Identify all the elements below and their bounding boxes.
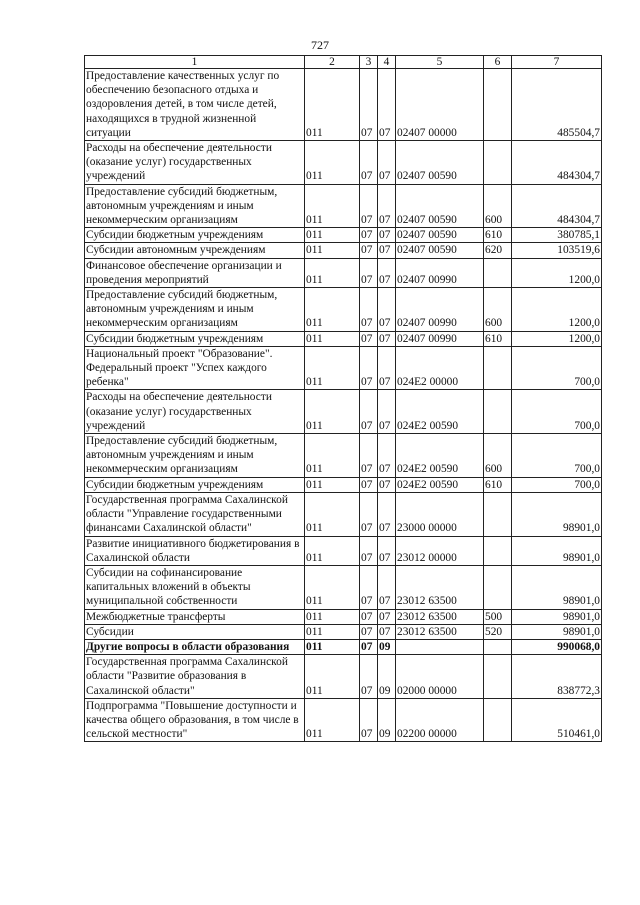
row-amount-cell: 510461,0: [512, 698, 602, 742]
row-name-cell: Другие вопросы в области образования: [85, 639, 305, 654]
page-number: 727: [311, 38, 329, 52]
row-name-cell: Предоставление качественных услуг по обеспечению безопасного отдыха и оздоровления детей, в том числе детей, находящихся в трудной жизненной ситуации: [85, 69, 305, 141]
row-name-cell: Расходы на обеспечение деятельности (оказание услуг) государственных учреждений: [85, 390, 305, 434]
table-row: [85, 492, 602, 536]
row-amount-cell: 484304,7: [512, 184, 602, 228]
table-row: [85, 243, 602, 258]
row-amount-cell: 700,0: [512, 346, 602, 390]
row-amount-cell: 838772,3: [512, 655, 602, 699]
row-subsection-cell: 07: [378, 390, 396, 434]
row-name-cell: Предоставление субсидий бюджетным, автономным учреждениям и иным некоммерческим организациям: [85, 288, 305, 332]
row-target-article-cell: 024E2 00000: [396, 346, 484, 390]
row-subsection-cell: 07: [378, 609, 396, 624]
row-target-article-cell: 02407 00990: [396, 258, 484, 287]
row-name-cell: Субсидии бюджетным учреждениям: [85, 477, 305, 492]
row-section-cell: 07: [360, 492, 378, 536]
row-target-article-cell: 23012 63500: [396, 624, 484, 639]
row-expense-type-cell: 600: [484, 288, 512, 332]
row-expense-type-cell: [484, 258, 512, 287]
row-code-cell: 011: [305, 434, 360, 478]
row-expense-type-cell: [484, 141, 512, 185]
row-amount-cell: 103519,6: [512, 243, 602, 258]
row-expense-type-cell: 620: [484, 243, 512, 258]
row-expense-type-cell: [484, 390, 512, 434]
row-subsection-cell: 09: [378, 655, 396, 699]
row-target-article-cell: 23000 00000: [396, 492, 484, 536]
row-amount-cell: 98901,0: [512, 609, 602, 624]
row-target-article-cell: 02407 00000: [396, 69, 484, 141]
row-expense-type-cell: 500: [484, 609, 512, 624]
row-section-cell: 07: [360, 69, 378, 141]
row-name-cell: Государственная программа Сахалинской области "Управление государственными финансами Сахалинской области": [85, 492, 305, 536]
row-section-cell: 07: [360, 346, 378, 390]
table-row: [85, 184, 602, 228]
table-row: [85, 141, 602, 185]
row-code-cell: 011: [305, 346, 360, 390]
row-name-cell: Субсидии бюджетным учреждениям: [85, 331, 305, 346]
row-target-article-cell: 02407 00590: [396, 184, 484, 228]
header-cell: 4: [378, 56, 396, 69]
row-target-article-cell: 024E2 00590: [396, 390, 484, 434]
row-expense-type-cell: [484, 639, 512, 654]
row-code-cell: 011: [305, 390, 360, 434]
row-subsection-cell: 07: [378, 346, 396, 390]
table-row: [85, 609, 602, 624]
table-row: [85, 346, 602, 390]
table-row: [85, 258, 602, 287]
row-code-cell: 011: [305, 536, 360, 565]
row-code-cell: 011: [305, 624, 360, 639]
row-section-cell: 07: [360, 536, 378, 565]
table-body: [85, 69, 602, 742]
row-target-article-cell: 024E2 00590: [396, 477, 484, 492]
row-code-cell: 011: [305, 655, 360, 699]
row-expense-type-cell: 600: [484, 184, 512, 228]
row-section-cell: 07: [360, 141, 378, 185]
row-code-cell: 011: [305, 609, 360, 624]
header-cell: 7: [512, 56, 602, 69]
row-expense-type-cell: [484, 655, 512, 699]
row-name-cell: Развитие инициативного бюджетирования в Сахалинской области: [85, 536, 305, 565]
row-expense-type-cell: 520: [484, 624, 512, 639]
row-section-cell: 07: [360, 698, 378, 742]
row-section-cell: 07: [360, 609, 378, 624]
header-cell: 5: [396, 56, 484, 69]
table-row: [85, 228, 602, 243]
row-subsection-cell: 09: [378, 639, 396, 654]
row-code-cell: 011: [305, 565, 360, 609]
row-name-cell: Субсидии автономным учреждениям: [85, 243, 305, 258]
row-subsection-cell: 07: [378, 228, 396, 243]
table-row: [85, 390, 602, 434]
header-cell: 1: [85, 56, 305, 69]
row-code-cell: 011: [305, 698, 360, 742]
row-section-cell: 07: [360, 331, 378, 346]
row-expense-type-cell: 600: [484, 434, 512, 478]
row-section-cell: 07: [360, 639, 378, 654]
row-subsection-cell: 07: [378, 184, 396, 228]
row-section-cell: 07: [360, 258, 378, 287]
row-amount-cell: 484304,7: [512, 141, 602, 185]
row-code-cell: 011: [305, 69, 360, 141]
row-code-cell: 011: [305, 141, 360, 185]
table-row: [85, 698, 602, 742]
row-target-article-cell: 024E2 00590: [396, 434, 484, 478]
row-subsection-cell: 07: [378, 477, 396, 492]
row-code-cell: 011: [305, 492, 360, 536]
row-section-cell: 07: [360, 624, 378, 639]
row-subsection-cell: 07: [378, 288, 396, 332]
row-name-cell: Расходы на обеспечение деятельности (оказание услуг) государственных учреждений: [85, 141, 305, 185]
table-row: [85, 565, 602, 609]
budget-table: [84, 55, 602, 742]
row-code-cell: 011: [305, 331, 360, 346]
row-subsection-cell: 07: [378, 434, 396, 478]
header-row: [85, 56, 602, 69]
row-code-cell: 011: [305, 639, 360, 654]
row-name-cell: Предоставление субсидий бюджетным, автономным учреждениям и иным некоммерческим организациям: [85, 434, 305, 478]
row-target-article-cell: [396, 639, 484, 654]
row-expense-type-cell: [484, 69, 512, 141]
row-name-cell: Межбюджетные трансферты: [85, 609, 305, 624]
row-amount-cell: 485504,7: [512, 69, 602, 141]
row-subsection-cell: 07: [378, 141, 396, 185]
row-expense-type-cell: 610: [484, 331, 512, 346]
row-amount-cell: 98901,0: [512, 565, 602, 609]
row-amount-cell: 1200,0: [512, 331, 602, 346]
table-row: [85, 331, 602, 346]
row-name-cell: Подпрограмма "Повышение доступности и качества общего образования, в том числе в сельской местности": [85, 698, 305, 742]
row-subsection-cell: 07: [378, 492, 396, 536]
row-section-cell: 07: [360, 228, 378, 243]
header-cell: 3: [360, 56, 378, 69]
row-expense-type-cell: [484, 565, 512, 609]
row-subsection-cell: 07: [378, 69, 396, 141]
row-target-article-cell: 02407 00590: [396, 141, 484, 185]
table-row: [85, 624, 602, 639]
row-name-cell: Государственная программа Сахалинской области "Развитие образования в Сахалинской области": [85, 655, 305, 699]
row-amount-cell: 700,0: [512, 477, 602, 492]
table-row: [85, 536, 602, 565]
row-subsection-cell: 07: [378, 536, 396, 565]
row-subsection-cell: 07: [378, 258, 396, 287]
row-target-article-cell: 23012 63500: [396, 609, 484, 624]
row-subsection-cell: 09: [378, 698, 396, 742]
row-target-article-cell: 23012 00000: [396, 536, 484, 565]
row-section-cell: 07: [360, 288, 378, 332]
row-section-cell: 07: [360, 184, 378, 228]
row-name-cell: Субсидии на софинансирование капитальных вложений в объекты муниципальной собственности: [85, 565, 305, 609]
row-amount-cell: 990068,0: [512, 639, 602, 654]
row-target-article-cell: 02407 00590: [396, 228, 484, 243]
row-section-cell: 07: [360, 390, 378, 434]
row-code-cell: 011: [305, 228, 360, 243]
row-expense-type-cell: [484, 492, 512, 536]
row-target-article-cell: 02407 00990: [396, 288, 484, 332]
row-amount-cell: 98901,0: [512, 536, 602, 565]
row-target-article-cell: 02407 00990: [396, 331, 484, 346]
row-name-cell: Финансовое обеспечение организации и проведения мероприятий: [85, 258, 305, 287]
row-section-cell: 07: [360, 243, 378, 258]
table-row: [85, 288, 602, 332]
table-row: [85, 655, 602, 699]
table-row: [85, 69, 602, 141]
row-name-cell: Предоставление субсидий бюджетным, автономным учреждениям и иным некоммерческим организациям: [85, 184, 305, 228]
table-row: [85, 477, 602, 492]
row-amount-cell: 380785,1: [512, 228, 602, 243]
row-section-cell: 07: [360, 434, 378, 478]
row-expense-type-cell: [484, 346, 512, 390]
row-section-cell: 07: [360, 655, 378, 699]
row-code-cell: 011: [305, 243, 360, 258]
row-code-cell: 011: [305, 477, 360, 492]
row-name-cell: Национальный проект "Образование". Федеральный проект "Успех каждого ребенка": [85, 346, 305, 390]
row-code-cell: 011: [305, 184, 360, 228]
row-amount-cell: 1200,0: [512, 258, 602, 287]
row-expense-type-cell: [484, 536, 512, 565]
row-target-article-cell: 02200 00000: [396, 698, 484, 742]
row-section-cell: 07: [360, 477, 378, 492]
row-expense-type-cell: 610: [484, 477, 512, 492]
row-amount-cell: 1200,0: [512, 288, 602, 332]
row-expense-type-cell: 610: [484, 228, 512, 243]
row-code-cell: 011: [305, 258, 360, 287]
header-cell: 6: [484, 56, 512, 69]
row-amount-cell: 700,0: [512, 390, 602, 434]
row-name-cell: Субсидии: [85, 624, 305, 639]
row-amount-cell: 700,0: [512, 434, 602, 478]
row-target-article-cell: 23012 63500: [396, 565, 484, 609]
row-target-article-cell: 02407 00590: [396, 243, 484, 258]
row-amount-cell: 98901,0: [512, 492, 602, 536]
row-subsection-cell: 07: [378, 624, 396, 639]
table-row: [85, 639, 602, 654]
row-target-article-cell: 02000 00000: [396, 655, 484, 699]
row-subsection-cell: 07: [378, 565, 396, 609]
header-cell: 2: [305, 56, 360, 69]
row-expense-type-cell: [484, 698, 512, 742]
row-section-cell: 07: [360, 565, 378, 609]
row-name-cell: Субсидии бюджетным учреждениям: [85, 228, 305, 243]
row-code-cell: 011: [305, 288, 360, 332]
row-subsection-cell: 07: [378, 243, 396, 258]
row-amount-cell: 98901,0: [512, 624, 602, 639]
row-subsection-cell: 07: [378, 331, 396, 346]
table-row: [85, 434, 602, 478]
